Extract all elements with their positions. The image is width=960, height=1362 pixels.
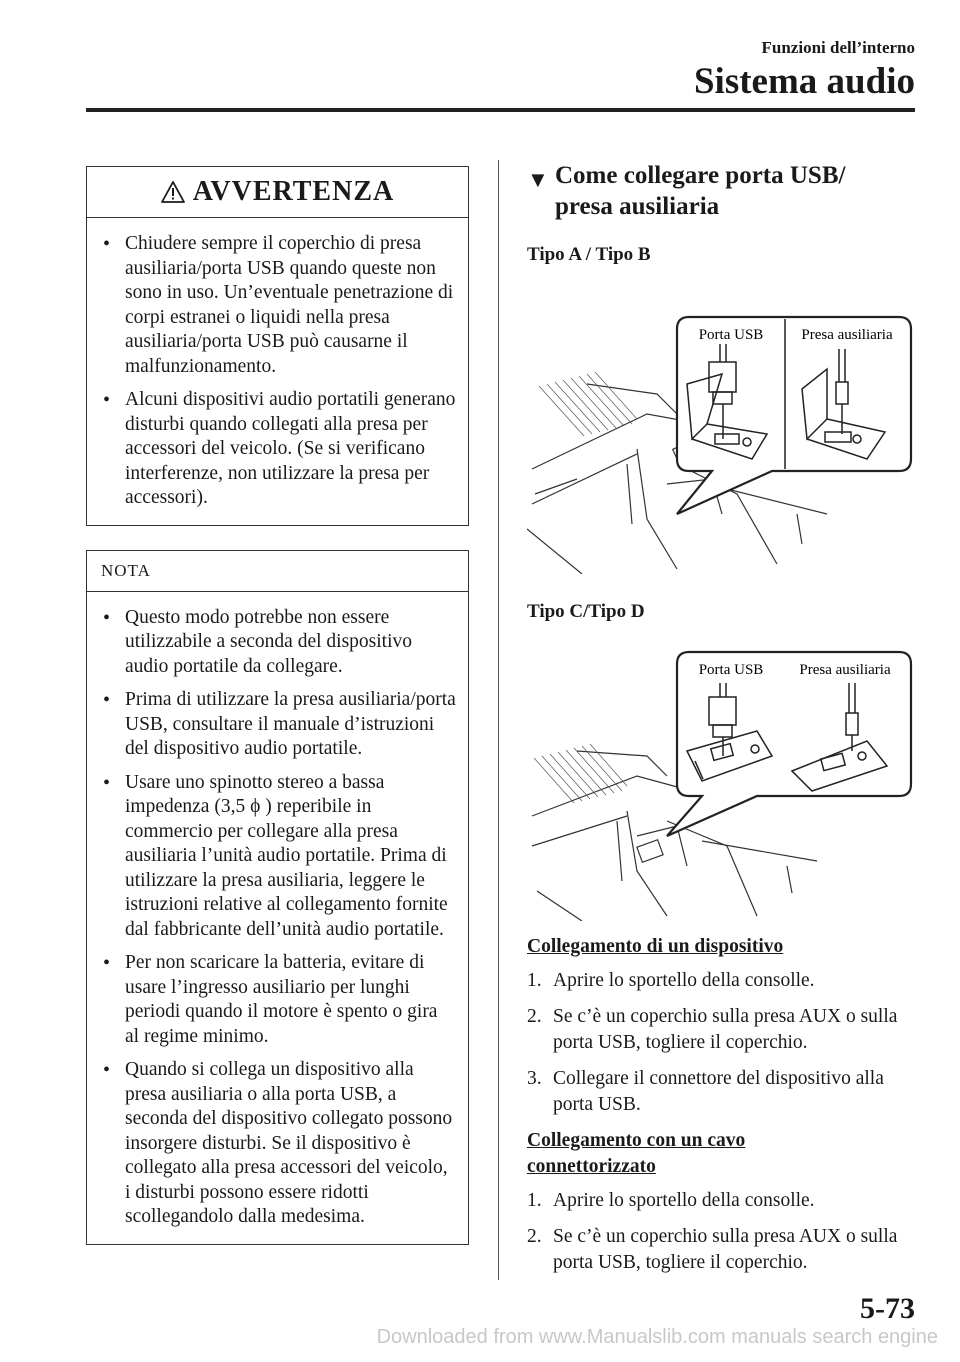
note-item: • Usare uno spinotto stereo a bassa impedenza (3,5 ϕ ) reperibile in commercio per collegare alla presa ausiliaria l’unità audio portatile. Prima di utilizzare la presa ausiliaria, leggere le istruzioni relative al collegamento fornite dal fabbricante dell’unità audio portatile. — [101, 771, 456, 943]
figure2-usb-label: Porta USB — [698, 662, 764, 678]
figure1-usb-label: Porta USB — [698, 327, 764, 343]
step-item — [527, 1224, 917, 1276]
note-list — [87, 592, 468, 1244]
figure-type-a-b — [527, 274, 917, 579]
device-heading: Collegamento di un dispositivo — [527, 936, 784, 957]
column-divider — [498, 160, 499, 1280]
note-header — [87, 551, 468, 592]
note-title: NOTA — [101, 560, 151, 580]
step-text: Collegare il connettore del dispositivo alla porta USB. — [553, 1068, 884, 1115]
note-item: • Questo modo potrebbe non essere utilizzabile a seconda del dispositivo audio portatile da collegare. — [101, 606, 456, 680]
header-section-name: Funzioni dell’interno — [761, 38, 915, 57]
figure1-aux-label: Presa ausiliaria — [801, 327, 893, 343]
step-number: 2. — [527, 1006, 542, 1027]
step-number: 3. — [527, 1068, 542, 1089]
step-number: 1. — [527, 1190, 542, 1211]
step-item — [527, 1004, 917, 1056]
page-title: Sistema audio — [693, 61, 915, 102]
figure2-label: Tipo C/Tipo D — [527, 601, 645, 622]
left-column — [86, 166, 469, 1245]
triangle-down-icon: ▼ — [527, 167, 549, 192]
warning-item: • Chiudere sempre il coperchio di presa ausiliaria/porta USB quando queste non sono in uso. Un’eventuale penetrazione di corpi estranei o liquidi nella presa ausiliaria/porta USB può causarne il malfunzionamento. — [101, 232, 456, 379]
warning-triangle-icon — [161, 181, 185, 203]
figure-type-c-d — [527, 631, 917, 926]
step-text: Aprire lo sportello della consolle. — [553, 1190, 815, 1211]
header-rule — [86, 108, 915, 112]
step-number: 1. — [527, 970, 542, 991]
note-item: • Per non scaricare la batteria, evitare di usare l’ingresso ausiliario per lunghi periodi quando il motore è spento o gira al regime minimo. — [101, 951, 456, 1049]
console-usb-aux-illustration-ab — [527, 274, 917, 574]
cable-heading-line2: connettorizzato — [527, 1156, 656, 1177]
section-heading — [527, 160, 917, 222]
step-item — [527, 968, 917, 994]
warning-title: AVVERTENZA — [192, 176, 395, 207]
warning-item: • Alcuni dispositivi audio portatili generano disturbi quando collegati alla presa per accessori del veicolo. (Se si verificano interferenze, non utilizzare la presa per accessori). — [101, 388, 456, 511]
figure2-aux-label: Presa ausiliaria — [799, 662, 891, 678]
step-text: Se c’è un coperchio sulla presa AUX o sulla porta USB, togliere il coperchio. — [553, 1006, 898, 1053]
warning-box — [86, 166, 469, 526]
page-number: 5-73 — [860, 1292, 915, 1325]
cable-heading — [527, 1128, 917, 1180]
step-text: Se c’è un coperchio sulla presa AUX o sulla porta USB, togliere il coperchio. — [553, 1226, 898, 1273]
step-item — [527, 1188, 917, 1214]
footer-watermark: Downloaded from www.Manualslib.com manuals search engine — [376, 1326, 938, 1348]
note-item: • Prima di utilizzare la presa ausiliaria/porta USB, consultare il manuale d’istruzioni del dispositivo audio portatile. — [101, 688, 456, 762]
step-item — [527, 1066, 917, 1118]
section-heading-line1: Come collegare porta USB/ — [555, 162, 846, 189]
note-item: • Quando si collega un dispositivo alla presa ausiliaria o alla porta USB, a seconda del dispositivo collegato possono insorgere disturbi. Se il dispositivo è collegato alla presa accessori del veicolo, i disturbi possono essere ridotti scollegandolo dalla medesima. — [101, 1058, 456, 1230]
step-number: 2. — [527, 1226, 542, 1247]
cable-heading-line1: Collegamento con un cavo — [527, 1130, 746, 1151]
right-column — [527, 160, 917, 1286]
warning-header — [87, 167, 468, 218]
cable-steps — [527, 1188, 917, 1276]
step-text: Aprire lo sportello della consolle. — [553, 970, 815, 991]
warning-list — [87, 218, 468, 525]
console-usb-aux-illustration-cd — [527, 631, 917, 921]
note-box — [86, 550, 469, 1245]
device-steps — [527, 968, 917, 1118]
figure1-label: Tipo A / Tipo B — [527, 244, 651, 265]
section-heading-line2: presa ausiliaria — [555, 193, 720, 220]
